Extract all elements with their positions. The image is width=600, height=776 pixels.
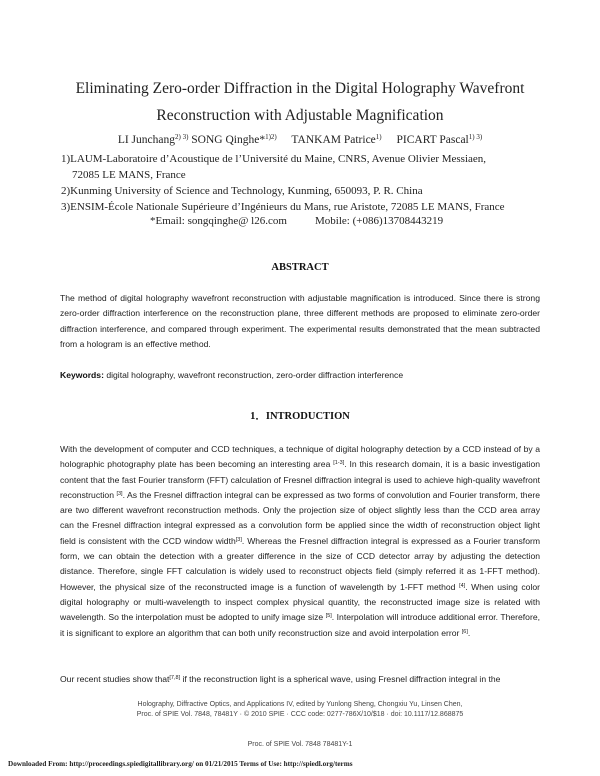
affiliation-2: 2)Kunming University of Science and Technology, Kunming, 650093, P. R. China <box>61 185 423 197</box>
author-name: TANKAM Patrice <box>291 134 376 146</box>
introduction-paragraph-2: Our recent studies show that[7,8] if the reconstruction light is a spherical wave, using Fresnel diffraction integral in the <box>60 674 501 684</box>
citation: [1-3] <box>333 460 345 467</box>
author-affiliation-mark: 1) <box>375 133 382 141</box>
introduction-paragraph-1: With the development of computer and CCD techniques, a technique of digital holography detection by a CCD instead of by a holographic photography plate has been becoming an interesting area [1-3]. In this research domain, it is a basic investigation content that the fast Fourier transform (FFT) calculation of Fresnel diffraction integral is used to achieve high-quality wavefront reconstruction [3]. As the Fresnel diffraction integral can be expressed as two forms of convolution and Fourier transform, there are two different wavefront reconstruction methods. Only the projection size of object slightly less than the CCD area array can the Fresnel diffraction integral expressed as a convolution form be applied since the width of reconstruction object light field is consistent with the CCD window width[3]. Whereas the Fresnel diffraction integral is expressed as a Fourier transform form, we can obtain the detection with a greater difference in the size of CCD detector array by adjusting the detection distance. Therefore, single FFT calculation is widely used to reconstruct objects field (simply referred it as 1-FFT method). However, the physical size of the reconstructed image is a function of wavelength by 1-FFT method [4]. When using color digital holography or multi-wavelength to inspect complex physical quantity, the reconstructed image size is related with wavelength. So the interpolation must be adopted to unify image size [5]. Interpolation will introduce additional error. Therefore, it is significant to explore an algorithm that can both unify reconstruction size and avoid interpolation error [6]. <box>60 444 541 638</box>
paper-title-line-1: Eliminating Zero-order Diffraction in the Digital Holography Wavefront <box>75 80 525 97</box>
author-affiliation-mark: 1) 3) <box>468 133 483 141</box>
affiliation-1-line-2: 72085 LE MANS, France <box>72 169 186 181</box>
publication-info-line-1: Holography, Diffractive Optics, and Applications IV, edited by Yunlong Sheng, Chongxiu Yu, Linsen Chen, <box>137 701 463 708</box>
affiliation-3: 3)ENSIM-École Nationale Supérieure d’Ingénieurs du Mans, rue Aristote, 72085 LE MANS, France <box>61 201 505 213</box>
download-notice: Downloaded From: http://proceedings.spiedigitallibrary.org/ on 01/21/2015 Terms of Use: http://spiedl.org/terms <box>8 760 353 768</box>
abstract-text: The method of digital holography wavefront reconstruction with adjustable magnification is introduced. Since there is strong zero-order diffraction interference on the reconstruction plane, three different methods are proposed to eliminate zero-order diffraction interference, and compared through experiment. The experimental results demonstrated that the mean subtracted from a hologram is an effective method. <box>60 293 540 349</box>
author-affiliation-mark: 1)2) <box>265 133 277 141</box>
keywords-text: digital holography, wavefront reconstruction, zero-order diffraction interference <box>106 370 404 380</box>
page-number: Proc. of SPIE Vol. 7848 78481Y-1 <box>247 741 353 748</box>
abstract-heading: ABSTRACT <box>271 262 329 273</box>
author-name: SONG Qinghe* <box>191 134 266 146</box>
keywords-label: Keywords: <box>60 370 104 380</box>
corresponding-email: *Email: songqinghe@ l26.com <box>150 215 287 227</box>
author-list <box>0 133 600 146</box>
citation: [5] <box>325 613 332 620</box>
corresponding-mobile: Mobile: (+086)13708443219 <box>315 215 444 227</box>
citation: [6] <box>461 628 468 635</box>
introduction-heading: 1．INTRODUCTION <box>250 411 350 422</box>
keywords-line <box>60 370 403 380</box>
affiliation-1-line-1: 1)LAUM-Laboratoire d’Acoustique de l’Université du Maine, CNRS, Avenue Olivier Messiaen, <box>61 153 487 165</box>
citation: [3] <box>116 490 123 497</box>
citation: [4] <box>459 582 466 589</box>
publication-info-line-2: Proc. of SPIE Vol. 7848, 78481Y · © 2010 SPIE · CCC code: 0277-786X/10/$18 · doi: 10.1117/12.868875 <box>136 711 464 718</box>
citation: [3] <box>235 536 242 543</box>
citation: [7,8] <box>169 675 181 681</box>
author-affiliation-mark: 2) 3) <box>174 133 189 141</box>
author-name: LI Junchang <box>117 134 175 146</box>
paper-title-line-2: Reconstruction with Adjustable Magnification <box>156 107 444 124</box>
author-name: PICART Pascal <box>396 134 469 146</box>
